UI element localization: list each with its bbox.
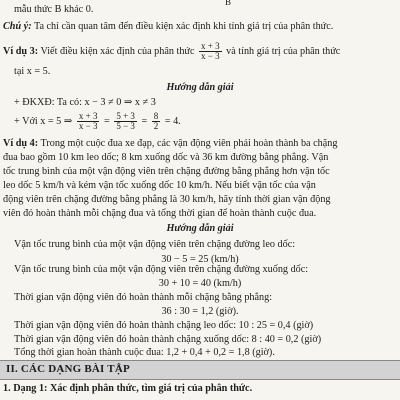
example-4-line: Ví dụ 4: Trong một cuộc đua xe đạp, các vận động viên phải hoàn thành ba chặng: [3, 138, 338, 149]
fraction: $\frac{5 + 3}{5 - 3}$: [116, 111, 135, 132]
condition-line: + ĐKXĐ: Ta có: x − 3 ≠ 0 ⇒ x ≠ 3: [14, 97, 156, 108]
example-3-label: Ví dụ 3:: [3, 46, 39, 57]
solution-equation: 30 + 10 = 40 (km/h): [158, 278, 242, 289]
solution-equation: 36 : 30 = 1,2 (giờ).: [161, 306, 239, 317]
fraction: $\frac{8}{2}$: [153, 111, 159, 132]
section-header-bar: [0, 360, 400, 380]
solution-heading: Hướng dẫn giải: [166, 223, 234, 234]
example-4-line: viên đó hoàn thành mỗi chặng đua và tổng thời gian để hoàn thành cuộc đua.: [3, 208, 317, 219]
section-title: II. CÁC DẠNG BÀI TẬP: [6, 363, 130, 375]
example-4-label: Ví dụ 4:: [3, 138, 39, 149]
example-3-text: Viết điều kiện xác định của phân thức: [38, 46, 198, 57]
type-1-heading: 1. Dạng 1: Xác định phân thức, tìm giá trị của phân thức.: [3, 383, 253, 394]
solution-equation: 30 − 5 = 25 (km/h): [161, 254, 239, 265]
solution-line: Tổng thời gian hoàn thành cuộc đua: 1,2 + 0,4 + 0,2 = 1,8 (giờ).: [14, 347, 275, 358]
example-4-line: leo dốc 5 km/h và kém vận tốc xuống dốc 10 km/h. Nếu biết vận tốc của vận: [3, 180, 316, 191]
note-text: Ta chỉ cần quan tâm đến điều kiện xác định khi tính giá trị của phân thức.: [31, 21, 334, 32]
fraction-denominator-fragment: B: [225, 0, 232, 7]
example-4-line: tốc trung bình của một vận động viên trên chặng đường bằng phẳng hơn vận tốc: [3, 166, 330, 177]
example-4-line: động viên trên chặng đường bằng phẳng là 30 km/h, hãy tính thời gian vận động: [3, 194, 331, 205]
text-line: tại x = 5.: [14, 66, 51, 77]
fraction: $\frac{x + 3}{x - 3}$: [78, 111, 98, 132]
calculation-line: + Với x = 5 ⇒ $\frac{x + 3}{x - 3}$ = $\frac{5 + 3}{5 - 3}$ = $\frac{8}{2}$ = 4.: [14, 111, 181, 132]
note-label: Chú ý:: [3, 21, 32, 32]
fraction: $\frac{x + 3}{x - 3}$: [201, 41, 220, 62]
text-line: mẫu thức B khác 0.: [14, 4, 94, 15]
solution-line: Vận tốc trung bình của một vận động viên trên chặng đường leo dốc:: [14, 239, 296, 250]
example-3-prompt: Ví dụ 3: Viết điều kiện xác định của phân thức $\frac{x + 3}{x - 3}$ và tính giá trị của phân thức: [3, 41, 341, 62]
solution-line: Vận tốc trung bình của một vận động viên trên chặng đường xuống dốc:: [14, 264, 309, 275]
solution-line: Thời gian vận động viên đó hoàn thành mỗi chặng bằng phẳng:: [14, 292, 273, 303]
solution-line: Thời gian vận động viên đó hoàn thành chặng leo dốc: 10 : 25 = 0,4 (giờ): [14, 320, 314, 331]
solution-heading: Hướng dẫn giải: [166, 82, 234, 93]
solution-line: Thời gian vận động viên đó hoàn thành chặng xuống dốc: 8 : 40 = 0,2 (giờ): [14, 334, 322, 345]
note-paragraph: [3, 21, 400, 33]
example-4-line: đua bao gồm 10 km leo dốc; 8 km xuống dốc và 36 km đường bằng phẳng. Vận: [3, 152, 329, 163]
